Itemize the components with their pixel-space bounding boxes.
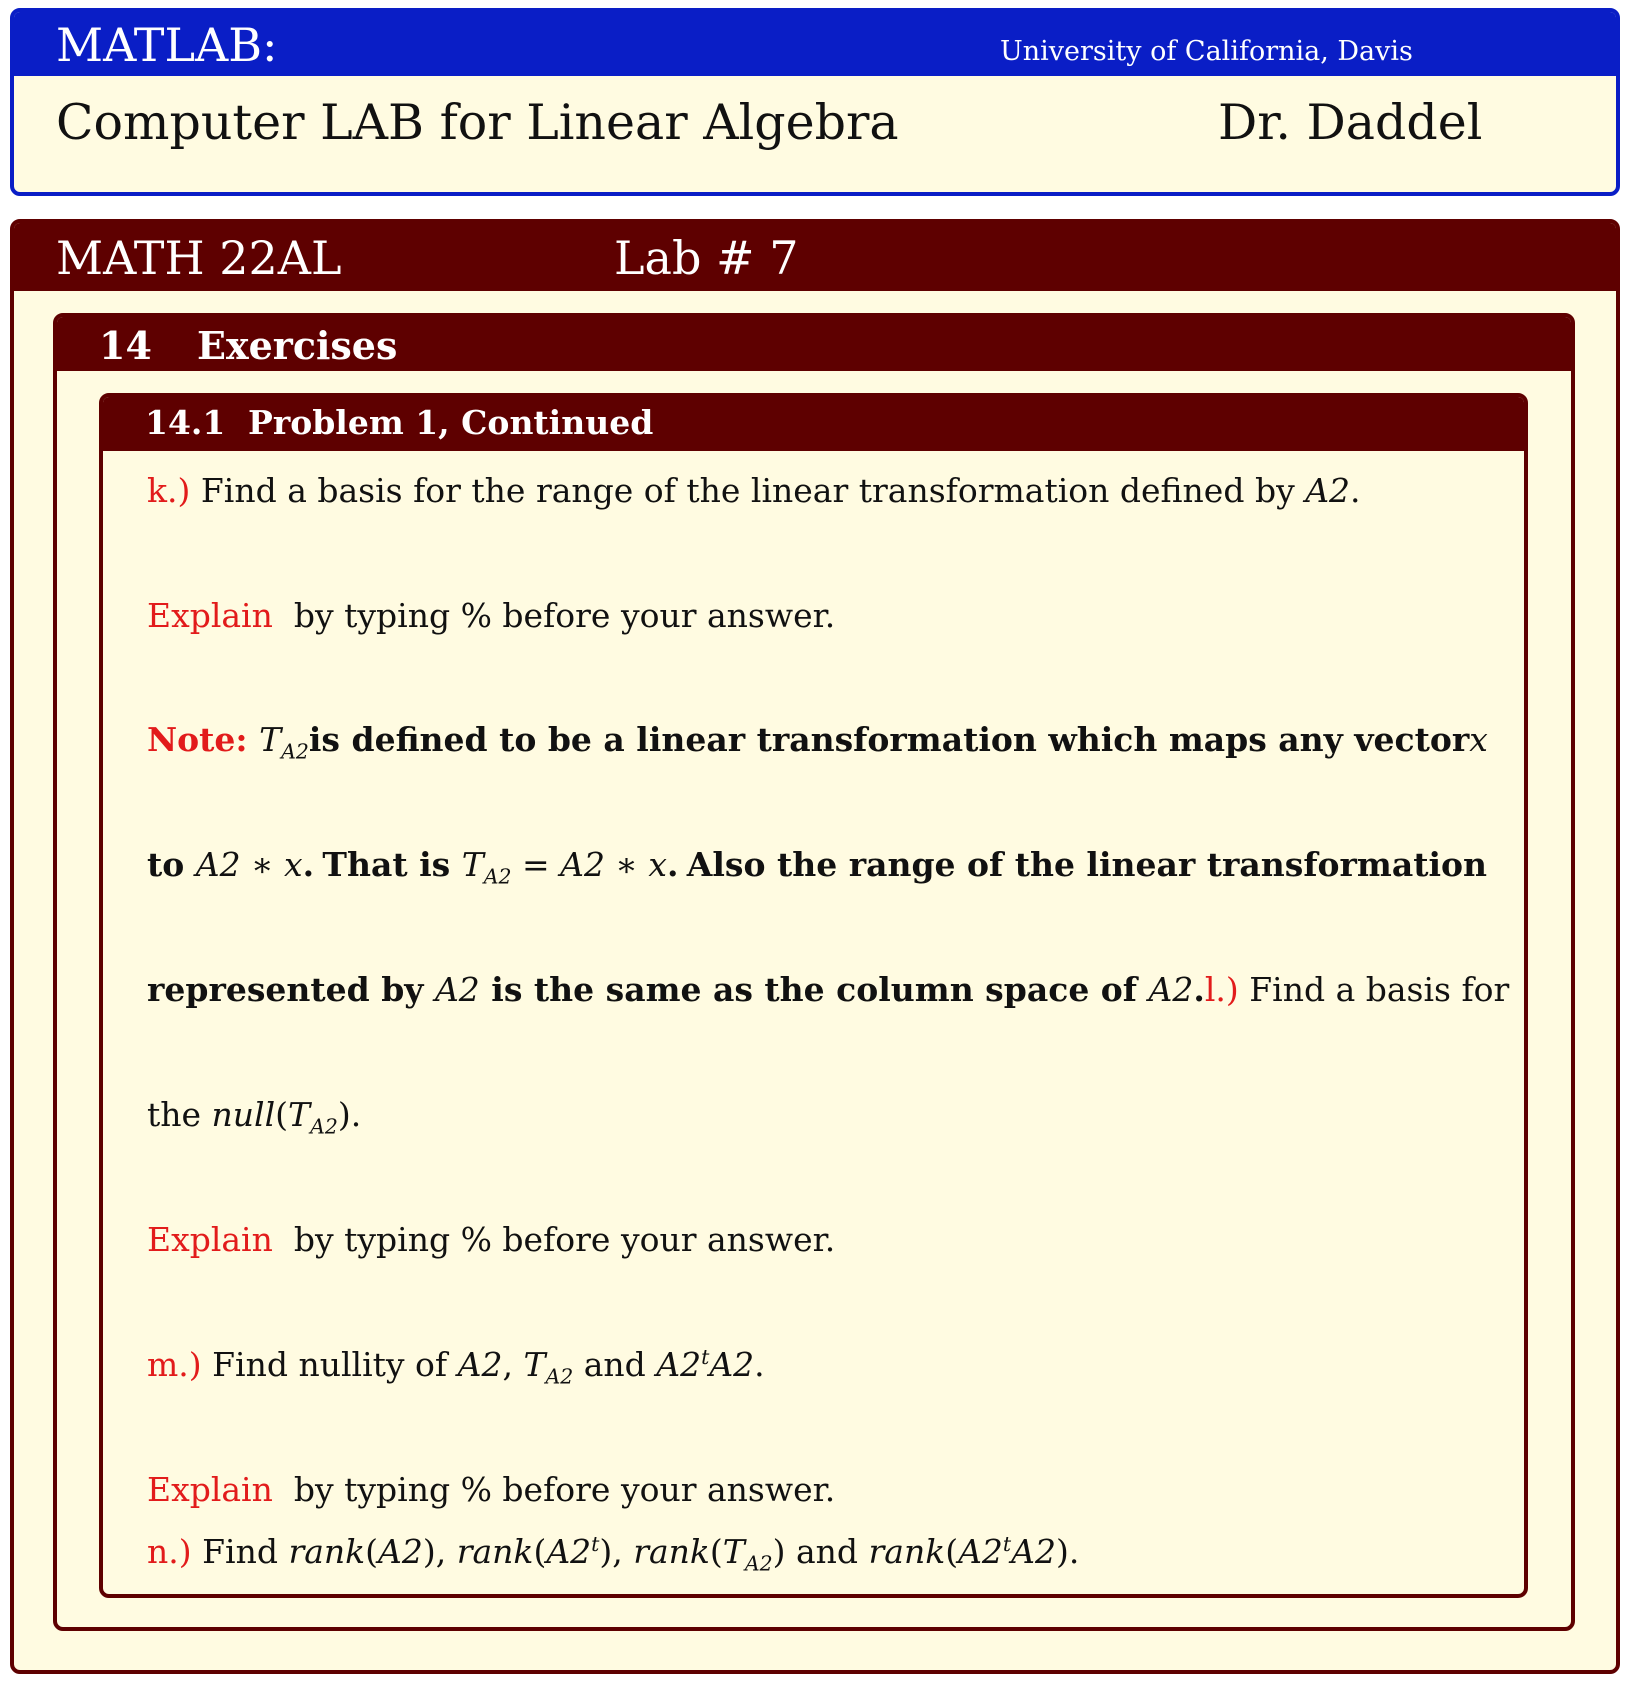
subsection-title: Problem 1, Continued bbox=[248, 403, 654, 442]
lab-bar bbox=[14, 223, 1616, 291]
item-n: n.) Find rank(A2), rank(A2$^t$), $rank(T_{A2})$ and rank(A2$^t$A2). bbox=[147, 1532, 1080, 1576]
note-line-2: to A2 ∗ x. That is $T_{A2} = A2$ ∗ x. Also the range of the linear transformation bbox=[147, 845, 1487, 889]
item-k: k.) Find a basis for the range of the linear transformation defined by A2. bbox=[147, 471, 1361, 510]
explain-line bbox=[147, 1220, 1487, 1259]
note-line-1 bbox=[147, 720, 1488, 764]
university-name: University of California, Davis bbox=[1000, 36, 1413, 67]
math-symbol: $T_{A2}$ bbox=[259, 720, 309, 764]
math-symbol: A2 bbox=[1148, 970, 1194, 1009]
item-label: k.) bbox=[147, 471, 191, 510]
explain-text: by typing % before your answer. bbox=[293, 1470, 836, 1509]
math-symbol: A2 bbox=[434, 970, 480, 1009]
math-symbol: A2 bbox=[1305, 471, 1351, 510]
math-symbol: A2 bbox=[457, 1345, 503, 1384]
note-label: Note: bbox=[147, 720, 248, 759]
item-label: l.) bbox=[1204, 970, 1239, 1009]
header-bar-title: MATLAB: bbox=[56, 18, 278, 72]
section-title: Exercises bbox=[197, 323, 398, 368]
math-symbol: rank bbox=[633, 1532, 710, 1571]
item-label: n.) bbox=[147, 1532, 192, 1571]
section-number: 14 bbox=[99, 323, 152, 368]
explain-text: by typing % before your answer. bbox=[293, 1220, 836, 1259]
explain-line bbox=[147, 1470, 1487, 1509]
math-symbol: A2$^t$A2 bbox=[656, 1345, 755, 1384]
math-symbol: rank bbox=[456, 1532, 534, 1571]
note-text: is defined to be a linear transformation which maps any vector bbox=[308, 720, 1470, 759]
math-symbol: rank bbox=[868, 1532, 946, 1571]
math-symbol: $T_{A2} = A2$ ∗ x bbox=[461, 845, 667, 889]
header-bar bbox=[14, 12, 1616, 76]
explain-text: by typing % before your answer. bbox=[293, 596, 836, 635]
header-box bbox=[10, 8, 1620, 196]
subsection-number: 14.1 bbox=[145, 403, 226, 442]
lab-number: Lab # 7 bbox=[614, 231, 799, 285]
item-m: m.) Find nullity of A2, $T_{A2}$ and A2$^t$A2. bbox=[147, 1345, 765, 1389]
math-symbol: null bbox=[211, 1095, 276, 1134]
course-title: Computer LAB for Linear Algebra bbox=[56, 94, 899, 151]
item-label: m.) bbox=[147, 1345, 202, 1384]
note-line-3: represented by A2 is the same as the column space of A2. l.) Find a basis for bbox=[147, 970, 1510, 1009]
math-symbol: x bbox=[1469, 720, 1488, 759]
item-text: Find a basis for the range of the linear transformation defined by bbox=[200, 471, 1295, 510]
explain-line bbox=[147, 596, 1487, 635]
course-code: MATH 22AL bbox=[56, 231, 342, 285]
math-symbol: $T_{A2}$ bbox=[523, 1345, 574, 1389]
subsection-bar bbox=[103, 397, 1524, 451]
explain-label: Explain bbox=[147, 1220, 273, 1259]
explain-label: Explain bbox=[147, 596, 273, 635]
section-bar bbox=[57, 317, 1571, 371]
instructor-name: Dr. Daddel bbox=[1218, 94, 1483, 151]
math-symbol: rank bbox=[288, 1532, 366, 1571]
explain-label: Explain bbox=[147, 1470, 273, 1509]
math-symbol: A2 ∗ x bbox=[195, 845, 303, 884]
item-l-continued: the $null(T_{A2})$. bbox=[147, 1095, 362, 1139]
